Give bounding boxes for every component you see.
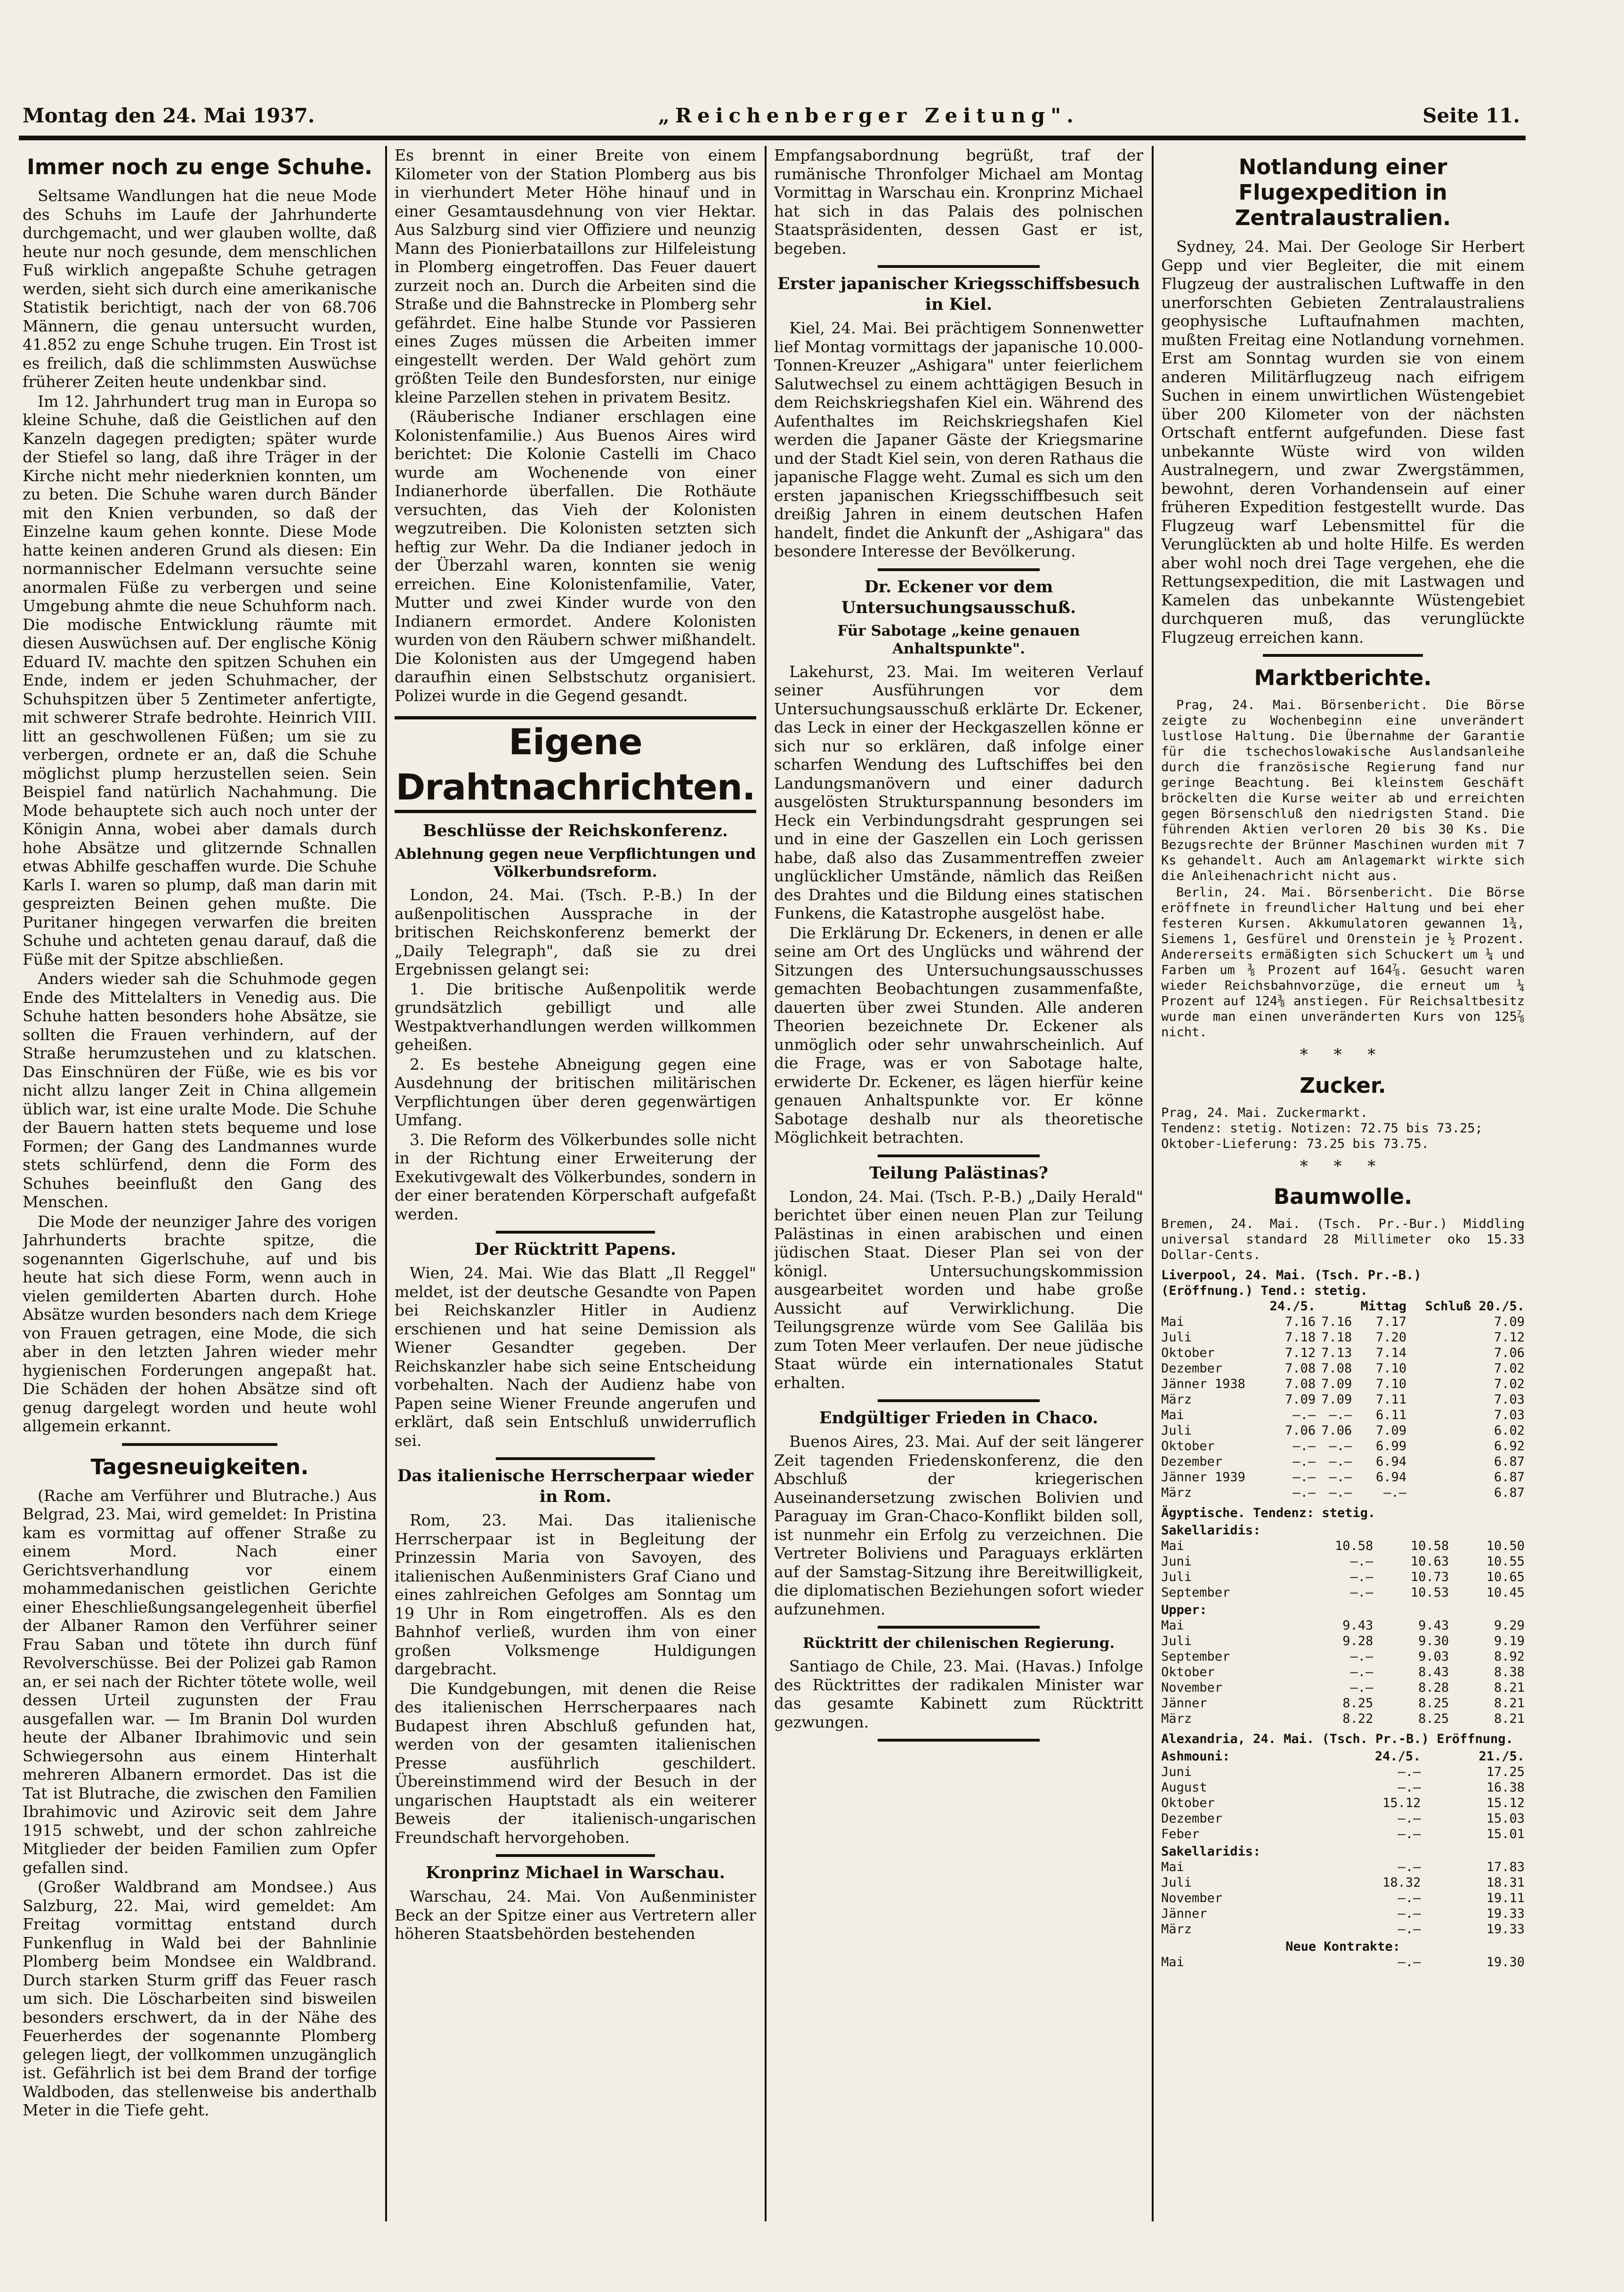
table-row bbox=[1161, 1454, 1525, 1469]
cell: 7.16 bbox=[1285, 1315, 1316, 1329]
cell: —.— bbox=[1293, 1470, 1316, 1485]
section-banner: Eigene Drahtnachrichten. bbox=[395, 716, 756, 813]
cell: September bbox=[1161, 1585, 1230, 1600]
cell: Mai bbox=[1161, 1618, 1184, 1633]
headline: Beschlüsse der Reichskonferenz. bbox=[423, 821, 728, 840]
cell: 7.13 bbox=[1321, 1346, 1352, 1360]
paragraph: Die Mode der neunziger Jahre des vorigen Jahrhunderts brachte spitze, die sogenannten Gigerlschuhe, auf und bis heute hat sich diese Form, wenn auch in vielen gemilderten Abarten durch. Hohe Absätze wurden besonders nach dem Kriege von Frauen getragen, eine Mode, die sich aber in den letzten Jahren wieder mehr hygienischen Forderungen angepaßt hat. Die Schäden der hohen Absätze sind oft genug dargelegt worden und heute wohl allgemein erkannt. bbox=[23, 1212, 377, 1435]
cell: 15.03 bbox=[1486, 1811, 1525, 1826]
column-rule bbox=[765, 146, 767, 2221]
cell: —.— bbox=[1398, 1955, 1421, 1969]
paragraph: Warschau, 24. Mai. Von Außenminister Beck an der Spitze einer aus Vertretern aller höheren Staatsbehörden bestehenden bbox=[395, 1887, 756, 1943]
paragraph: Empfangsabordnung begrüßt, traf der rumänische Thronfolger Michael am Montag Vormittag in Warschau ein. Kronprinz Michael hat sich in das Palais des polnischen Staatspräsidenten, dessen Gast er ist, begeben. bbox=[774, 146, 1143, 258]
cell: 7.09 bbox=[1321, 1377, 1352, 1391]
cell: 9.43 bbox=[1342, 1618, 1374, 1633]
cell: —.— bbox=[1329, 1454, 1352, 1469]
cell: 9.29 bbox=[1494, 1618, 1525, 1633]
column-header: 24./5. bbox=[1374, 1749, 1421, 1764]
market-line: Tendenz: stetig. Notizen: 72.75 bis 73.25; bbox=[1161, 1121, 1483, 1136]
cell: 7.06 bbox=[1494, 1346, 1525, 1360]
divider bbox=[878, 1399, 1040, 1402]
cell: Feber bbox=[1161, 1827, 1200, 1841]
paragraph: Es brennt in einer Breite von einem Kilometer von der Station Plomberg aus bis in vierhundert Meter Höhe hinauf und in einer Gesamtausdehnung von vier Hektar. Aus Salzburg sind vier Offiziere und neunzig Mann des Pionierbataillons zur Hilfeleistung in Plomberg eingetroffen. Das Feuer dauert zurzeit noch an. Durch die Arbeiten sind die Straße und die Bahnstrecke in Plomberg sehr gefährdet. Eine halbe Stunde vor Passieren eines Zuges müssen die Arbeiten immer eingestellt werden. Der Wald gehört zum größten Teile den Bundesforsten, nur einige kleine Parzellen stehen in privatem Besitz. bbox=[395, 146, 756, 406]
table-row bbox=[1161, 1649, 1525, 1664]
cell: 9.30 bbox=[1418, 1634, 1449, 1648]
cell: Jänner bbox=[1161, 1696, 1207, 1711]
headline: Zucker. bbox=[1300, 1073, 1386, 1098]
cell: 19.33 bbox=[1486, 1922, 1525, 1937]
divider bbox=[878, 1626, 1040, 1629]
cell: Juni bbox=[1161, 1554, 1192, 1569]
column-header: 21./5. bbox=[1479, 1749, 1525, 1764]
table-heading: Ashmouni: bbox=[1161, 1749, 1230, 1764]
cell: —.— bbox=[1350, 1585, 1374, 1600]
cell: 18.31 bbox=[1486, 1875, 1525, 1890]
table-row bbox=[1161, 1633, 1525, 1649]
cell: —.— bbox=[1383, 1485, 1407, 1500]
paragraph: Im 12. Jahrhundert trug man in Europa so kleine Schuhe, daß die Geistlichen auf den Kanzeln dagegen predigten; später wurde der Stiefel so lang, daß ihre Träger in der Kirche nicht mehr niederknien konnten, um zu beten. Die Schuhe waren durch Bänder mit den Knien verbunden, so daß der Einzelne kaum gehen konnte. Diese Mode hatte keinen anderen Grund als diesen: Ein normannischer Edelmann versuchte seine anormalen Füße zu verbergen und seine Umgebung ahmte die neue Schuhform nach. Die modische Entwicklung räumte mit diesen Auswüchsen auf. Der englische König Eduard IV. machte den spitzen Schuhen ein Ende, indem er jeden Schuhmacher, der Schuhspitzen über 5 Zentimeter anfertigte, mit schwerer Strafe bedrohte. Heinrich VIII. litt an geschwollenen Füßen; um sie zu verbergen, ordnete er an, daß die Schuhe möglichst plump herzustellen seien. Sein Beispiel fand natürlich Nachahmung. Die Mode behauptete sich auch noch unter der Königin Anna, wobei aber damals durch hohe Absätze und glitzernde Schnallen etwas Abhilfe geschaffen wurde. Die Schuhe Karls I. waren so plump, daß man darin mit gespreizten Beinen gehen mußte. Die Puritaner hingegen verwarfen die breiten Schuhe und achteten genau darauf, daß die Füße mit der Spitze abschließen. bbox=[23, 392, 377, 968]
cell: 6.92 bbox=[1494, 1439, 1525, 1453]
headline: Tagesneuigkeiten. bbox=[90, 1454, 309, 1479]
cell: 7.08 bbox=[1285, 1377, 1316, 1391]
paragraph: London, 24. Mai. (Tsch. P.-B.) In der außenpolitischen Aussprache in der britischen Reichskonferenz bemerkt der „Daily Telegraph", daß sie zu drei Ergebnissen gelangt sei: bbox=[395, 886, 756, 978]
cell: 10.50 bbox=[1486, 1539, 1525, 1553]
cell: 7.03 bbox=[1494, 1392, 1525, 1407]
headline: Notlandung einer Flugexpedition in Zentralaustralien. bbox=[1235, 154, 1451, 230]
cell: 7.16 bbox=[1321, 1315, 1352, 1329]
table-row bbox=[1161, 1618, 1525, 1633]
paragraph: Anders wieder sah die Schuhmode gegen Ende des Mittelalters in Venedig aus. Die Schuhe hatten besonders hohe Absätze, sie sollten die Frauen verhindern, auf der Straße herumzustehen und zu klatschen. Das Einschnüren der Füße, wie es bis vor nicht allzu langer Zeit in China allgemein üblich war, ist eine uralte Mode. Die Schuhe der Bauern hatten stets bequeme und lose Formen; der Gang des Landmannes wurde stets schlürfend, denn die Form des Schuhes beeinflußt den Gang des Menschen. bbox=[23, 969, 377, 1211]
column-3 bbox=[774, 146, 1143, 2236]
table-row bbox=[1161, 1680, 1525, 1695]
column-1 bbox=[23, 146, 377, 2236]
cell: Oktober bbox=[1161, 1346, 1215, 1360]
cell: August bbox=[1161, 1780, 1207, 1795]
divider bbox=[878, 1154, 1040, 1157]
cell: —.— bbox=[1329, 1439, 1352, 1453]
paragraph: 2. Es bestehe Abneigung gegen eine Ausdehnung der britischen militärischen Verpflichtungen über deren gegenwärtigen Umfang. bbox=[395, 1055, 756, 1129]
alexandria-table bbox=[1161, 1729, 1525, 1970]
cell: Juli bbox=[1161, 1875, 1192, 1890]
table-row bbox=[1161, 1826, 1525, 1842]
paragraph: (Großer Waldbrand am Mondsee.) Aus Salzburg, 22. Mai, wird gemeldet: Am Freitag vormittag entstand durch Funkenflug in Wald bei der Bahnlinie Plomberg beim Mondsee ein Waldbrand. Durch starken Sturm griff das Feuer rasch um sich. Die Löscharbeiten sind bisweilen besonders erschwert, da in der Nähe des Feuerherdes der sogenannte Plomberg gelegen liegt, der vollkommen unzugänglich ist. Gefährlich ist bei dem Brand der torfige Waldboden, das stellenweise bis anderthalb Meter in die Tiefe geht. bbox=[23, 1878, 377, 2119]
cell: 7.09 bbox=[1321, 1392, 1352, 1407]
cell: 9.43 bbox=[1418, 1618, 1449, 1633]
cell: —.— bbox=[1329, 1408, 1352, 1422]
cell: 19.30 bbox=[1486, 1955, 1525, 1969]
cell: 6.94 bbox=[1376, 1470, 1407, 1485]
cell: —.— bbox=[1350, 1665, 1374, 1679]
table-row bbox=[1161, 1921, 1525, 1937]
cell: 7.17 bbox=[1376, 1315, 1407, 1329]
cell: 8.38 bbox=[1494, 1665, 1525, 1679]
cell: Mai bbox=[1161, 1315, 1184, 1329]
cell: 8.92 bbox=[1494, 1649, 1525, 1664]
cell: Jänner 1939 bbox=[1161, 1470, 1245, 1485]
table-row bbox=[1161, 1664, 1525, 1680]
cell: November bbox=[1161, 1891, 1223, 1905]
divider: * * * bbox=[1300, 1045, 1386, 1064]
cell: Juni bbox=[1161, 1765, 1192, 1779]
cell: Jänner bbox=[1161, 1906, 1207, 1921]
table-row bbox=[1161, 1569, 1525, 1585]
table-row bbox=[1161, 1469, 1525, 1485]
table-heading: (Eröffnung.) Tend.: stetig. bbox=[1161, 1283, 1368, 1298]
cell: 7.09 bbox=[1285, 1392, 1316, 1407]
column-header bbox=[1316, 1299, 1352, 1314]
cell: 15.01 bbox=[1486, 1827, 1525, 1841]
cell: Dezember bbox=[1161, 1811, 1223, 1826]
cell: 10.53 bbox=[1410, 1585, 1449, 1600]
cell: 7.12 bbox=[1285, 1346, 1316, 1360]
cell: 10.58 bbox=[1410, 1539, 1449, 1553]
cell: 7.02 bbox=[1494, 1361, 1525, 1376]
cell: —.— bbox=[1398, 1906, 1421, 1921]
column-header bbox=[1161, 1299, 1261, 1314]
table-row bbox=[1161, 1811, 1525, 1826]
table-row bbox=[1161, 1345, 1525, 1361]
paragraph: (Räuberische Indianer erschlagen eine Kolonistenfamilie.) Aus Buenos Aires wird berichtet: Die Kolonie Castelli im Chaco wurde am Wochenende von einer Indianerhorde überfallen. Die Rothäute versuchten, das Vieh der Kolonisten wegzutreiben. Die Kolonisten setzten sich heftig zur Wehr. Da die Indianer jedoch in der Überzahl waren, konnten sie wenig erreichen. Eine Kolonistenfamilie, Vater, Mutter und zwei Kinder wurde von den Indianern ermordet. Andere Kolonisten wurden von den Räubern schwer mißhandelt. Die Kolonisten aus der Umgegend haben daraufhin einen Selbstschutz organisiert. Polizei wurde in die Gegend gesandt. bbox=[395, 407, 756, 705]
column-header: Mittag bbox=[1360, 1299, 1407, 1314]
cell: —.— bbox=[1293, 1454, 1316, 1469]
cell: Oktober bbox=[1161, 1439, 1215, 1453]
cell: —.— bbox=[1350, 1554, 1374, 1569]
column-header: Schluß 20./5. bbox=[1425, 1299, 1525, 1314]
header-rule bbox=[19, 136, 1526, 140]
table-row bbox=[1161, 1795, 1525, 1811]
divider bbox=[878, 265, 1040, 268]
cell: —.— bbox=[1398, 1922, 1421, 1937]
cell: Juli bbox=[1161, 1330, 1192, 1345]
cell: 8.25 bbox=[1342, 1696, 1374, 1711]
divider bbox=[1263, 654, 1423, 657]
cell: Mai bbox=[1161, 1408, 1184, 1422]
cell: 8.21 bbox=[1494, 1696, 1525, 1711]
cell: Juli bbox=[1161, 1570, 1192, 1584]
market-line: Prag, 24. Mai. Zuckermarkt. bbox=[1161, 1105, 1368, 1120]
cell: 9.19 bbox=[1494, 1634, 1525, 1648]
cell: —.— bbox=[1398, 1765, 1421, 1779]
cell: Juli bbox=[1161, 1423, 1192, 1438]
cell: 7.18 bbox=[1321, 1330, 1352, 1345]
cell: 7.10 bbox=[1376, 1361, 1407, 1376]
paragraph: Prag, 24. Mai. Börsenbericht. Die Börse zeigte zu Wochenbeginn eine unverändert lustlose Haltung. Die Übernahme der Garantie für die tschechoslowakische Auslandsanleihe durch die französische Regierung fand nur geringe Beachtung. Bei kleinstem Geschäft bröckelten die Kurse weiter ab und erreichten gegen Börsenschluß den niedrigsten Stand. Die führenden Aktien verloren 20 bis 30 Ks. Die Bezugsrechte der Brünner Maschinen wurden mit 7 Ks gehandelt. Auch am Anlagemarkt wirkte sich die Anleihenachricht nicht aus. bbox=[1161, 698, 1525, 883]
paragraph: 3. Die Reform des Völkerbundes solle nicht in der Richtung einer Erweiterung der Exekutivgewalt des Völkerbundes, sondern in der einer beratenden Körperschaft aufgefaßt werden. bbox=[395, 1130, 756, 1223]
header-date: Montag den 24. Mai 1937. bbox=[23, 104, 315, 127]
cell: 17.25 bbox=[1486, 1765, 1525, 1779]
page-header bbox=[23, 99, 1520, 132]
divider bbox=[496, 1231, 655, 1234]
headline: Baumwolle. bbox=[1273, 1184, 1413, 1209]
cell: Mai bbox=[1161, 1539, 1184, 1553]
cell: 7.02 bbox=[1494, 1377, 1525, 1391]
table-heading: Upper: bbox=[1161, 1603, 1207, 1617]
table-heading: Ägyptische. Tendenz: stetig. bbox=[1161, 1506, 1376, 1520]
cell: 7.06 bbox=[1285, 1423, 1316, 1438]
divider bbox=[496, 1457, 655, 1460]
subheadline: Für Sabotage „keine genauen Anhaltspunkte". bbox=[837, 622, 1080, 657]
column-2 bbox=[395, 146, 756, 2236]
cell: 6.11 bbox=[1376, 1408, 1407, 1422]
paragraph: Sydney, 24. Mai. Der Geologe Sir Herbert Gepp und vier Begleiter, die mit einem Flugzeug der australischen Luftwaffe in den unerforschten Gebieten Zentralaustraliens geophysische Luftaufnahmen machten, mußten Freitag eine Notlandung vornehmen. Erst am Sonntag wurden sie von einem anderen Militärflugzeug nach eifrigem Suchen in einem unwirtlichen Wüstengebiet über 200 Kilometer von der nächsten Ortschaft entfernt aufgefunden. Diese fast unbekannte Wüste wird von wilden Australnegern, und zwar Zwergstämmen, bewohnt, deren Vorhandensein auf einer früheren Expedition festgestellt wurde. Das Flugzeug warf Lebensmittel für die Verunglückten ab und holte Hilfe. Es werden aber wohl noch drei Tage vergehen, ehe die Rettungsexpedition, die mit Lastwagen und Kamelen das unbekannte Wüstengebiet durchqueren muß, das verunglückte Flugzeug erreichen kann. bbox=[1161, 237, 1525, 646]
cell: Dezember bbox=[1161, 1361, 1223, 1376]
subheadline: Ablehnung gegen neue Verpflichtungen und Völkerbundsreform. bbox=[395, 846, 756, 880]
cell: 10.55 bbox=[1486, 1554, 1525, 1569]
cell: —.— bbox=[1398, 1891, 1421, 1905]
cell: 6.94 bbox=[1376, 1454, 1407, 1469]
cell: —.— bbox=[1398, 1811, 1421, 1826]
cell: 8.25 bbox=[1418, 1696, 1449, 1711]
cell: 16.38 bbox=[1486, 1780, 1525, 1795]
table-row bbox=[1161, 1423, 1525, 1438]
cell: 15.12 bbox=[1382, 1796, 1421, 1810]
table-row bbox=[1161, 1392, 1525, 1407]
paragraph: Lakehurst, 23. Mai. Im weiteren Verlauf seiner Ausführungen vor dem Untersuchungsausschuß erklärte Dr. Eckener, das Leck in einer der Heckgaszellen könne er sich nur so erklären, daß infolge einer scharfen Wendung des Luftschiffes bei den Landungsmanövern und einer dadurch ausgelösten Strukturspannung besonders im Heck ein Verbindungsdraht gesprungen sei und in eine der Gaszellen ein Loch gerissen habe, daß also das Zusammentreffen zweier unglücklicher Umstände, nämlich das Reißen des Drahtes und die Bildung eines statischen Funkens, die Katastrophe ausgelöst habe. bbox=[774, 662, 1143, 922]
table-row bbox=[1161, 1330, 1525, 1345]
headline: Erster japanischer Kriegsschiffsbesuch in Kiel. bbox=[777, 274, 1140, 314]
table-row bbox=[1161, 1314, 1525, 1330]
cell: März bbox=[1161, 1922, 1192, 1937]
cell: 10.65 bbox=[1486, 1570, 1525, 1584]
table-row bbox=[1161, 1407, 1525, 1423]
paragraph: Seltsame Wandlungen hat die neue Mode des Schuhs im Laufe der Jahrhunderte durchgemacht, und wer glauben wollte, daß heute nur noch gesunde, dem menschlichen Fuß wirklich angepaßte Schuhe getragen werden, sieht sich durch eine amerikanische Statistik berichtigt, nach der von 68.706 Männern, die genau untersucht wurden, 41.852 zu enge Schuhe trugen. Ein Trost ist es freilich, daß die schlimmsten Auswüchse früherer Zeiten heute undenkbar sind. bbox=[23, 186, 377, 391]
cell: 7.20 bbox=[1376, 1330, 1407, 1345]
cell: —.— bbox=[1293, 1485, 1316, 1500]
cell: 8.21 bbox=[1494, 1711, 1525, 1726]
cell: 10.45 bbox=[1486, 1585, 1525, 1600]
headline: Der Rücktritt Papens. bbox=[475, 1240, 676, 1259]
cell: 19.33 bbox=[1486, 1906, 1525, 1921]
cell: 7.03 bbox=[1494, 1408, 1525, 1422]
divider bbox=[878, 568, 1040, 571]
headline: Dr. Eckener vor dem Untersuchungsausschuß. bbox=[841, 577, 1076, 617]
cell: 6.87 bbox=[1494, 1454, 1525, 1469]
table-heading: Alexandria, 24. Mai. (Tsch. Pr.-B.) Eröffnung. bbox=[1161, 1732, 1513, 1746]
table-heading: Liverpool, 24. Mai. (Tsch. Pr.-B.) bbox=[1161, 1268, 1422, 1283]
cell: 10.73 bbox=[1410, 1570, 1449, 1584]
cell: 8.22 bbox=[1342, 1711, 1374, 1726]
cell: Oktober bbox=[1161, 1665, 1215, 1679]
table-row bbox=[1161, 1585, 1525, 1600]
cell: —.— bbox=[1293, 1439, 1316, 1453]
paragraph: Die Kundgebungen, mit denen die Reise des italienischen Herrscherpaares nach Budapest ihren Abschluß gefunden hat, werden von der gesamten italienischen Presse ausführlich geschildert. Übereinstimmend wird der Besuch in der ungarischen Hauptstadt als ein weiterer Beweis der italienisch-ungarischen Freundschaft hervorgehoben. bbox=[395, 1679, 756, 1847]
paragraph: London, 24. Mai. (Tsch. P.-B.) „Daily Herald" berichtet über einen neuen Plan zur Teilung Palästinas in einen arabischen und einen jüdischen Staat. Dieser Plan sei von der königl. Untersuchungskommission ausgearbeitet worden und habe große Aussicht auf Verwirklichung. Die Teilungsgrenze würde vom See Galiläa bis zum Toten Meer verlaufen. Der neue jüdische Staat würde ein internationales Statut erhalten. bbox=[774, 1187, 1143, 1392]
cell: —.— bbox=[1350, 1570, 1374, 1584]
cell: 9.28 bbox=[1342, 1634, 1374, 1648]
cell: Mai bbox=[1161, 1860, 1184, 1874]
table-row bbox=[1161, 1538, 1525, 1554]
divider bbox=[122, 1443, 278, 1446]
cell: 6.87 bbox=[1494, 1485, 1525, 1500]
headline: Das italienische Herrscherpaar wieder in Rom. bbox=[397, 1466, 754, 1506]
cell: 7.09 bbox=[1376, 1423, 1407, 1438]
header-page-number: Seite 11. bbox=[1422, 104, 1520, 127]
paragraph: Buenos Aires, 23. Mai. Auf der seit längerer Zeit tagenden Friedenskonferenz, die den Abschluß der kriegerischen Auseinandersetzung zwischen Bolivien und Paraguay im Gran-Chaco-Konflikt bilden soll, ist nunmehr ein Erfolg zu verzeichnen. Die Vertreter Boliviens und Paraguays erklärten auf der Samstag-Sitzung ihre Bereitwilligkeit, die diplomatischen Beziehungen sofort wieder aufzunehmen. bbox=[774, 1432, 1143, 1618]
paragraph: Die Erklärung Dr. Eckeners, in denen er alle seine am Ort des Unglücks und während der Sitzungen des Untersuchungsausschusses gemachten Beobachtungen zusammenfaßte, dauerten über zwei Stunden. Alle anderen Theorien bezeichnete Dr. Eckener als unmöglich oder sehr unwahrscheinlich. Auf die Frage, was er von Sabotage halte, erwiderte Dr. Eckener, es lägen hierfür keine genauen Anhaltspunkte vor. Er könne Sabotage deshalb nur als theoretische Möglichkeit betrachten. bbox=[774, 923, 1143, 1146]
cell: 15.12 bbox=[1486, 1796, 1525, 1810]
cell: 7.10 bbox=[1376, 1377, 1407, 1391]
table-row bbox=[1161, 1485, 1525, 1501]
table-row bbox=[1161, 1695, 1525, 1711]
cell: —.— bbox=[1350, 1680, 1374, 1695]
table-row bbox=[1161, 1875, 1525, 1890]
table-row bbox=[1161, 1954, 1525, 1970]
cell: 17.83 bbox=[1486, 1860, 1525, 1874]
paragraph: Wien, 24. Mai. Wie das Blatt „Il Reggel" meldet, ist der deutsche Gesandte von Papen bei Reichskanzler Hitler in Audienz erschienen und hat seine Demission als Wiener Gesandter gegeben. Der Reichskanzler habe sich seine Entscheidung vorbehalten. Nach der Audienz habe von Papen seine Wiener Freunde angerufen und erklärt, daß sein Entschluß unwiderruflich sei. bbox=[395, 1264, 756, 1450]
cell: 8.25 bbox=[1418, 1711, 1449, 1726]
column-header: 24./5. bbox=[1269, 1299, 1316, 1314]
table-heading: Sakellaridis: bbox=[1161, 1523, 1261, 1538]
cell: 7.14 bbox=[1376, 1346, 1407, 1360]
headline: Rücktritt der chilenischen Regierung. bbox=[802, 1635, 1115, 1652]
cell: 6.02 bbox=[1494, 1423, 1525, 1438]
cell: März bbox=[1161, 1392, 1192, 1407]
cell: 9.03 bbox=[1418, 1649, 1449, 1664]
column-4 bbox=[1161, 146, 1525, 2236]
cell: 7.11 bbox=[1376, 1392, 1407, 1407]
table-row bbox=[1161, 1376, 1525, 1392]
divider bbox=[878, 1739, 1040, 1742]
divider: * * * bbox=[1300, 1156, 1386, 1176]
cell: —.— bbox=[1350, 1649, 1374, 1664]
table-row bbox=[1161, 1780, 1525, 1795]
headline: Kronprinz Michael in Warschau. bbox=[426, 1863, 725, 1882]
cell: Dezember bbox=[1161, 1454, 1223, 1469]
column-rule bbox=[1152, 146, 1154, 2221]
cell: —.— bbox=[1329, 1485, 1352, 1500]
cell: —.— bbox=[1293, 1408, 1316, 1422]
table-row bbox=[1161, 1361, 1525, 1376]
table-row bbox=[1161, 1438, 1525, 1454]
cell: Juli bbox=[1161, 1634, 1192, 1648]
cell: 6.87 bbox=[1494, 1470, 1525, 1485]
cell: März bbox=[1161, 1485, 1192, 1500]
cell: 8.28 bbox=[1418, 1680, 1449, 1695]
cell: 7.09 bbox=[1494, 1315, 1525, 1329]
paragraph: (Rache am Verführer und Blutrache.) Aus Belgrad, 23. Mai, wird gemeldet: In Pristina kam es vormittag auf offener Straße zu einem Mord. Nach einer Gerichtsverhandlung vor einem mohammedanischen geistlichen Gerichte einer Eheschließungsangelegenheit überfiel der Albaner Ramon den Verführer seiner Frau Saban und tötete ihn durch fünf Revolverschüsse. Bei der Polizei gab Ramon an, er sei nach der Richter tötete wolle, weil dessen Urteil zugunsten der Frau ausgefallen war. — Im Branin Dol wurden heute der Albaner Ibrahimovic und sein Schwiegersohn aus einem Hinterhalt mehreren Albanern ermordet. Das ist die Tat ist Blutrache, die zwischen den Familien Ibrahimovic und Azirovic seit dem Jahre 1915 schwebt, und der schon zahlreiche Mitglieder der beiden Familien zum Opfer gefallen sind. bbox=[23, 1486, 377, 1877]
cell: März bbox=[1161, 1711, 1192, 1726]
table-heading: Neue Kontrakte: bbox=[1285, 1939, 1400, 1954]
cell: 18.32 bbox=[1382, 1875, 1421, 1890]
cell: September bbox=[1161, 1649, 1230, 1664]
cell: 6.99 bbox=[1376, 1439, 1407, 1453]
paragraph: Berlin, 24. Mai. Börsenbericht. Die Börse eröffnete in freundlicher Haltung und bei eher festeren Kursen. Akkumulatoren gewannen 1¾, Siemens 1, Gesfürel und Orenstein je ½ Prozent. Andererseits ermäßigten sich Schuckert um ¼ und Farben um ⅜ Prozent auf 164⅞. Gesucht waren wieder Reichsbahnvorzüge, die erneut um ¼ Prozent auf 124⅜ anstiegen. Für Reichsaltbesitz wurde man einen unveränderten Kurs von 125⅞ nicht. bbox=[1161, 885, 1525, 1040]
headline: Teilung Palästinas? bbox=[869, 1163, 1048, 1183]
egypt-table bbox=[1161, 1503, 1525, 1727]
cell: 8.43 bbox=[1418, 1665, 1449, 1679]
cell: —.— bbox=[1398, 1780, 1421, 1795]
cell: 10.58 bbox=[1335, 1539, 1374, 1553]
paragraph: Kiel, 24. Mai. Bei prächtigem Sonnenwetter lief Montag vormittags der japanische 10.000-Tonnen-Kreuzer „Ashigara" unter feierlichem Salutwechsel zu einem achttägigen Besuch in dem Reichskriegshafen Kiel ein. Während des Aufenthaltes im Reichskriegshafen Kiel werden die Japaner Gäste der Kriegsmarine und der Stadt Kiel sein, von deren Rathaus die japanische Flagge weht. Zumal es sich um den ersten japanischen Kriegsschiffbesuch seit dreißig Jahren in einem deutschen Hafen handelt, findet die Ankunft der „Ashigara" das besondere Interesse der Bevölkerung. bbox=[774, 319, 1143, 560]
cell: —.— bbox=[1398, 1827, 1421, 1841]
column-rule bbox=[385, 146, 387, 2221]
headline: Marktberichte. bbox=[1254, 665, 1432, 690]
paragraph: Rom, 23. Mai. Das italienische Herrscherpaar ist in Begleitung der Prinzessin Maria von Savoyen, des italienischen Außenministers Graf Ciano und eines zahlreichen Gefolges am Sonntag um 19 Uhr in Rom eingetroffen. Als es den Bahnhof verließ, wurden ihm von einer großen Volksmenge Huldigungen dargebracht. bbox=[395, 1511, 756, 1678]
headline: Endgültiger Frieden in Chaco. bbox=[819, 1408, 1099, 1428]
cell: Oktober bbox=[1161, 1796, 1215, 1810]
cell: 19.11 bbox=[1486, 1891, 1525, 1905]
cell: Mai bbox=[1161, 1955, 1184, 1969]
cell: November bbox=[1161, 1680, 1223, 1695]
header-title: „Reichenberger Zeitung". bbox=[658, 104, 1079, 127]
table-row bbox=[1161, 1554, 1525, 1569]
table-row bbox=[1161, 1906, 1525, 1921]
cell: 7.08 bbox=[1285, 1361, 1316, 1376]
cell: 10.63 bbox=[1410, 1554, 1449, 1569]
table-row bbox=[1161, 1859, 1525, 1875]
table-row bbox=[1161, 1890, 1525, 1906]
headline: Immer noch zu enge Schuhe. bbox=[27, 154, 372, 179]
cell: 7.08 bbox=[1321, 1361, 1352, 1376]
paragraph: 1. Die britische Außenpolitik werde grundsätzlich gebilligt und alle Westpaktverhandlungen werden willkommen geheißen. bbox=[395, 979, 756, 1054]
cell: 7.06 bbox=[1321, 1423, 1352, 1438]
table-row bbox=[1161, 1764, 1525, 1780]
market-line: Bremen, 24. Mai. (Tsch. Pr.-Bur.) Middling universal standard 28 Millimeter oko 15.33 Dollar-Cents. bbox=[1161, 1217, 1525, 1262]
cell: Jänner 1938 bbox=[1161, 1377, 1245, 1391]
cell: —.— bbox=[1329, 1470, 1352, 1485]
market-line: Oktober-Lieferung: 73.25 bis 73.75. bbox=[1161, 1136, 1429, 1151]
paragraph: Santiago de Chile, 23. Mai. (Havas.) Infolge des Rücktrittes der radikalen Minister war das gesamte Kabinett zum Rücktritt gezwungen. bbox=[774, 1657, 1143, 1731]
divider bbox=[496, 1854, 655, 1857]
table-row bbox=[1161, 1711, 1525, 1727]
cell: 8.21 bbox=[1494, 1680, 1525, 1695]
cell: 7.18 bbox=[1285, 1330, 1316, 1345]
cell: 7.12 bbox=[1494, 1330, 1525, 1345]
cell: —.— bbox=[1398, 1860, 1421, 1874]
table-heading: Sakellaridis: bbox=[1161, 1844, 1261, 1859]
liverpool-table bbox=[1161, 1267, 1525, 1501]
